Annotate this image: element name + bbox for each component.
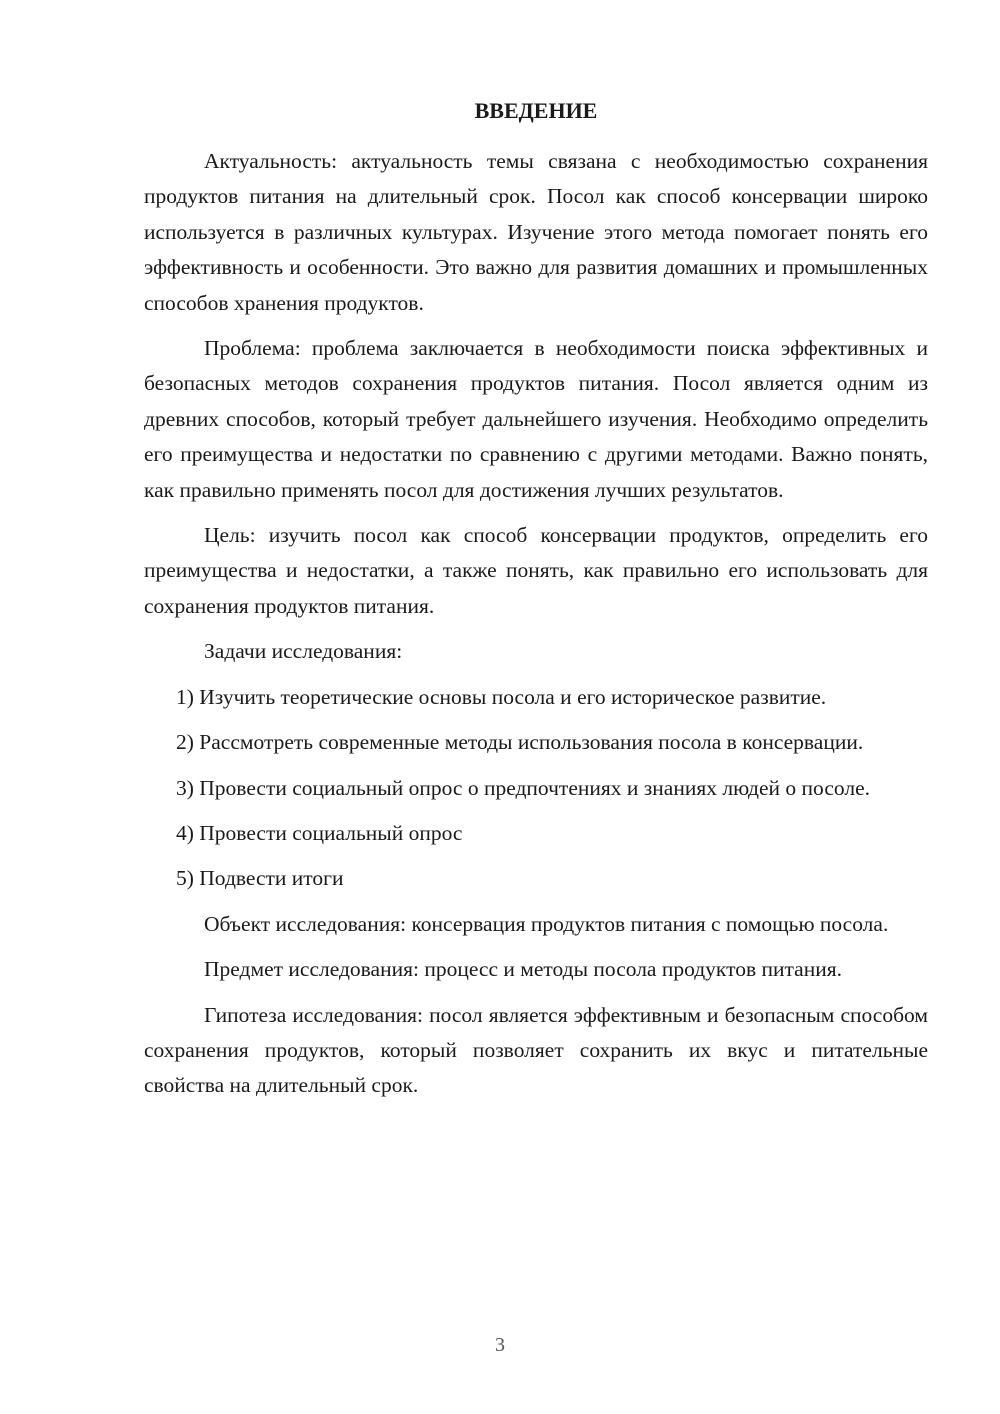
page-title: ВВЕДЕНИЕ [474,98,598,123]
problem-paragraph: Проблема: проблема заключается в необходимости поиска эффективных и безопасных методов сохранения продуктов питания. Посол является одним из древних способов, который требует дальнейшего изучения. Необходимо определить его преимущества и недостатки по сравнению с другими методами. Важно понять, как правильно применять посол для достижения лучших результатов. [144,336,928,502]
tasks-heading: Задачи исследования: [204,639,403,664]
hypothesis-paragraph: Гипотеза исследования: посол является эффективным и безопасным способом сохранения продуктов, который позволяет сохранить их вкус и питательные свойства на длительный срок. [144,1002,928,1098]
document-page [144,96,928,1114]
relevance-paragraph: Актуальность: актуальность темы связана с необходимостью сохранения продуктов питания на длительный срок. Посол как способ консервации широко используется в различных культурах. Изучение этого метода помогает понять его эффективность и особенности. Это важно для развития домашних и промышленных способов хранения продуктов. [144,149,928,315]
task-item-5: 5) Подвести итоги [176,866,344,891]
task-item-1: 1) Изучить теоретические основы посола и его историческое развитие. [176,684,827,709]
page-number: 3 [495,1334,505,1356]
subject-paragraph: Предмет исследования: процесс и методы посола продуктов питания. [204,957,842,982]
object-paragraph: Объект исследования: консервация продуктов питания с помощью посола. [204,911,889,936]
goal-paragraph: Цель: изучить посол как способ консервации продуктов, определить его преимущества и недостатки, а также понять, как правильно его использовать для сохранения продуктов питания. [144,523,928,618]
task-item-2: 2) Рассмотреть современные методы использования посола в консервации. [176,730,864,755]
task-item-3: 3) Провести социальный опрос о предпочтениях и знаниях людей о посоле. [176,775,870,800]
task-item-4: 4) Провести социальный опрос [176,820,463,845]
